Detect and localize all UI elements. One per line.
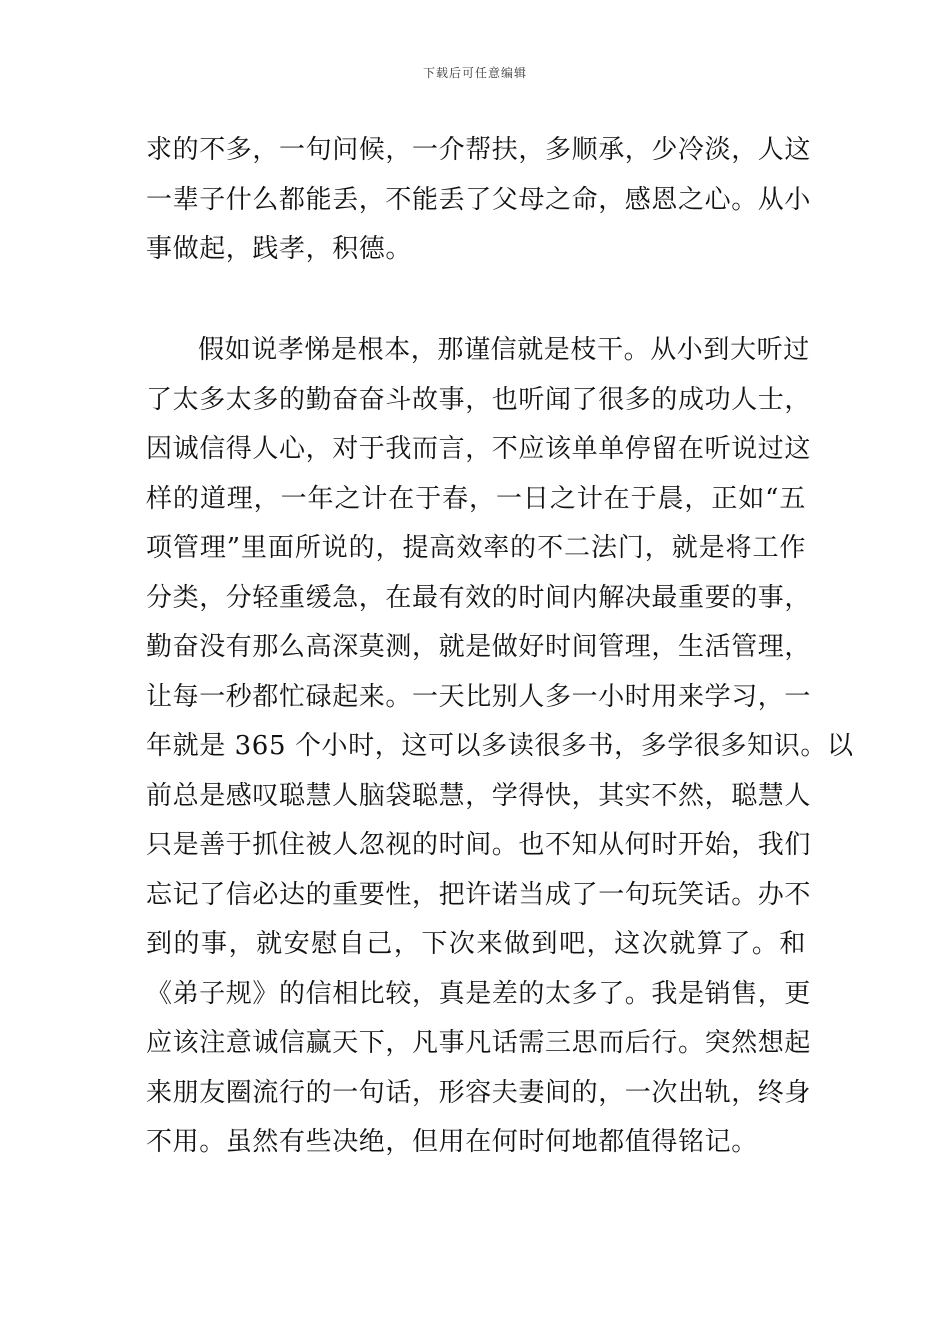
paragraph-line: 分类，分轻重缓急，在最有效的时间内解决最重要的事， [146,582,812,613]
paragraph-line: 勤奋没有那么高深莫测，就是做好时间管理，生活管理， [146,632,812,662]
paragraph-line: 事做起，践孝，积德。 [146,234,413,264]
paragraph-line: 一辈子什么都能丢，不能丢了父母之命，感恩之心。从小 [146,184,812,215]
paragraph-line: 样的道理，一年之计在于春，一日之计在于晨，正如“五 [146,483,806,514]
paragraph-line: 到的事，就安慰自己，下次来做到吧，这次就算了。和 [146,929,806,959]
paragraph-line: 因诚信得人心，对于我而言，不应该单单停留在听说过这 [146,434,812,464]
paragraph-line: 项管理”里面所说的，提高效率的不二法门，就是将工作 [146,533,806,563]
header-note: 下载后可任意编辑 [422,66,527,80]
paragraph-line: 年就是 365 个小时，这可以多读很多书，多学很多知识。以 [146,731,854,761]
paragraph-line: 假如说孝悌是根本，那谨信就是枝干。从小到大听过 [198,335,810,365]
paragraph-line: 了太多太多的勤奋奋斗故事，也听闻了很多的成功人士， [146,384,812,415]
paragraph-line: 求的不多，一句问候，一介帮扶，多顺承，少冷淡，人这 [146,135,812,165]
paragraph-line: 不用。虽然有些决绝，但用在何时何地都值得铭记。 [146,1127,758,1157]
paragraph-line: 忘记了信必达的重要性，把许诺当成了一句玩笑话。办不 [146,879,812,910]
paragraph-1 [146,126,812,275]
paragraph-2 [146,326,854,1168]
paragraph-line: 前总是感叹聪慧人脑袋聪慧，学得快，其实不然，聪慧人 [146,780,812,811]
paragraph-line: 《弟子规》的信相比较，真是差的太多了。我是销售，更 [146,978,812,1009]
paragraph-line: 应该注意诚信赢天下，凡事凡话需三思而后行。突然想起 [146,1028,812,1058]
paragraph-line: 让每一秒都忙碌起来。一天比别人多一小时用来学习，一 [146,681,812,712]
paragraph-line: 只是善于抓住被人忽视的时间。也不知从何时开始，我们 [146,830,812,860]
paragraph-line: 来朋友圈流行的一句话，形容夫妻间的，一次出轨，终身 [146,1077,812,1108]
